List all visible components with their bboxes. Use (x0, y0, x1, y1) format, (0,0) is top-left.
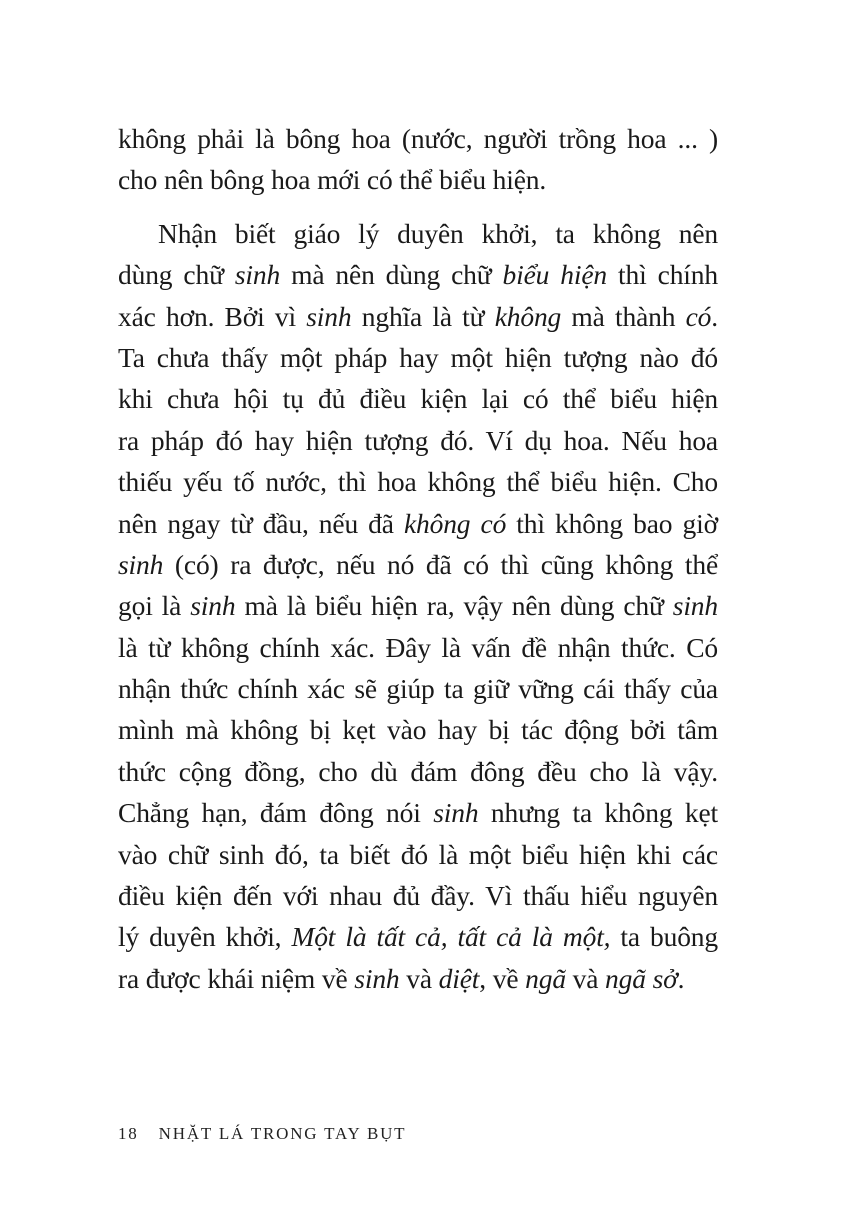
text-run: , về (479, 962, 526, 994)
text-line (118, 751, 718, 792)
text-run: khi chưa hội tụ đủ điều kiện lại có thể biểu hiện (118, 383, 718, 415)
text-run: dùng chữ (118, 259, 235, 291)
text-run: nên ngay từ đầu, nếu đã (118, 507, 404, 539)
text-run: thiếu yếu tố nước, thì hoa không thể biểu hiện. Cho (118, 466, 718, 498)
page-body (118, 118, 718, 999)
text-line (118, 792, 718, 833)
page-footer (118, 1124, 406, 1144)
text-run: vào chữ sinh đó, ta biết đó là một biểu hiện khi các (118, 838, 718, 870)
text-line: không phải là bông hoa (nước, người trồng hoa ... ) (118, 123, 718, 154)
paragraph-main (118, 213, 718, 999)
text-run: nhưng ta không kẹt (478, 797, 719, 829)
text-line (118, 296, 718, 337)
text-line (118, 503, 718, 544)
text-line (118, 875, 718, 916)
italic-run: có (685, 300, 712, 332)
italic-run: diệt (438, 962, 480, 994)
text-run: nhận thức chính xác sẽ giúp ta giữ vững cái thấy của (118, 673, 718, 705)
page-number: 18 (118, 1124, 139, 1143)
italic-run: không có (403, 507, 507, 539)
paragraph-continuation (118, 118, 718, 201)
running-title: NHẶT LÁ TRONG TAY BỤT (158, 1124, 407, 1143)
text-run: ta buông (610, 921, 719, 953)
italic-run: sinh (354, 962, 400, 994)
text-run: mà nên dùng chữ (280, 259, 503, 291)
text-run: Nhận biết giáo lý duyên khởi, ta không nên (158, 217, 718, 249)
italic-run: sinh (672, 590, 719, 622)
text-line (118, 461, 718, 502)
text-line (118, 337, 718, 378)
italic-run: ngã sở (605, 962, 678, 994)
text-run: mà là biểu hiện ra, vậy nên dùng chữ (235, 590, 673, 622)
text-line (118, 834, 718, 875)
text-run: Chẳng hạn, đám đông nói (118, 797, 434, 829)
italic-run: ngã (525, 962, 566, 994)
text-run: . (711, 300, 718, 332)
text-run: là từ không chính xác. Đây là vấn đề nhận thức. Có (118, 631, 718, 663)
text-run: thức cộng đồng, cho dù đám đông đều cho là vậy. (118, 755, 718, 787)
text-line (118, 544, 718, 585)
text-run: và (565, 962, 606, 994)
text-line (118, 668, 718, 709)
text-line (118, 254, 718, 295)
italic-run: biểu hiện (502, 259, 608, 291)
text-run: xác hơn. Bởi vì (118, 300, 307, 332)
italic-run: sinh (433, 797, 479, 829)
text-line (118, 420, 718, 461)
text-run: . (677, 962, 685, 994)
text-run: ra pháp đó hay hiện tượng đó. Ví dụ hoa. Nếu hoa (118, 424, 718, 456)
text-line (118, 916, 718, 957)
text-line (118, 627, 718, 668)
text-line (118, 378, 718, 419)
text-run: Ta chưa thấy một pháp hay một hiện tượng nào đó (118, 341, 718, 373)
text-run: mình mà không bị kẹt vào hay bị tác động bởi tâm (118, 714, 718, 746)
text-line (118, 585, 718, 626)
text-run: gọi là (118, 590, 191, 622)
text-run: lý duyên khởi, (118, 921, 292, 953)
text-line (118, 213, 718, 254)
text-run: (có) ra được, nếu nó đã có thì cũng không thể (163, 548, 718, 580)
text-run: ra được khái niệm về (118, 962, 355, 994)
text-run: mà thành (561, 300, 686, 332)
text-run: điều kiện đến với nhau đủ đầy. Vì thấu hiểu nguyên (118, 880, 718, 912)
italic-run: Một là tất cả, tất cả là một, (291, 921, 611, 953)
text-line (118, 958, 718, 999)
italic-run: sinh (190, 590, 236, 622)
text-line (118, 709, 718, 750)
text-run: thì không bao giờ (506, 507, 718, 539)
italic-run: sinh (118, 548, 164, 580)
text-run: và (399, 962, 439, 994)
text-line: cho nên bông hoa mới có thể biểu hiện. (118, 164, 547, 196)
italic-run: sinh (306, 300, 352, 332)
italic-run: không (494, 300, 562, 332)
text-run: nghĩa là từ (351, 300, 495, 332)
italic-run: sinh (234, 259, 281, 291)
paragraph-spacer (118, 201, 718, 213)
text-run: thì chính (607, 259, 718, 291)
